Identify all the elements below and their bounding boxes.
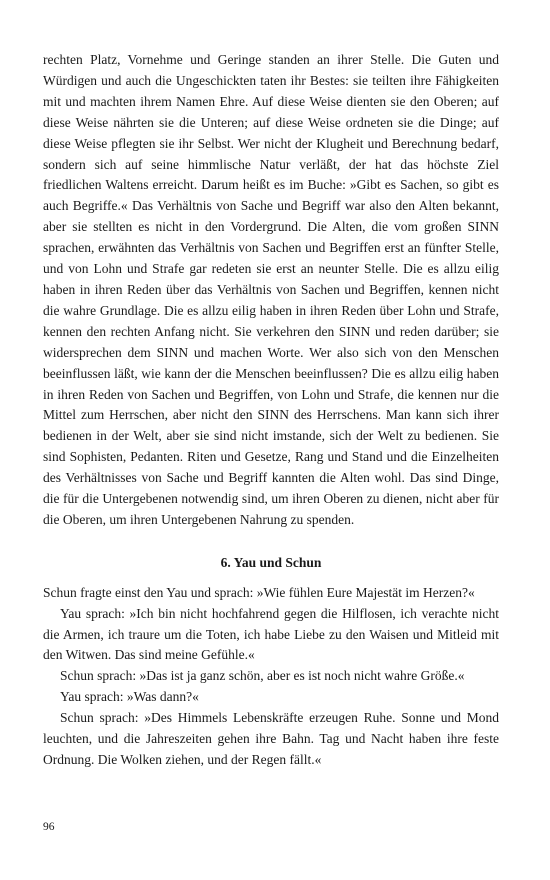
- spacer: [43, 574, 499, 583]
- opening-paragraph: rechten Platz, Vornehme und Geringe standen an ihrer Stelle. Die Guten und Würdigen und auch die Ungeschickten taten ihr Bestes: sie teilten ihre Fähigkeiten mit und machten ihrem Namen Ehre. Auf diese Weise dienten sie den Oberen; auf diese Weise nährten sie die Unteren; auf diese Weise ordneten sie die Dinge; auf diese Weise pflegten sie ihr Selbst. Wer nicht der Klugheit und Berechnung bedarf, sondern sich auf seine himmlische Natur verläßt, der hat das höchste Ziel friedlichen Waltens erreicht. Darum heißt es im Buche: »Gibt es Sachen, so gibt es auch Begriffe.« Das Verhältnis von Sache und Begriff war also den Alten bekannt, aber sie stellten es nicht in den Vordergrund. Die Alten, die vom großen SINN sprachen, erwähnten das Verhältnis von Sachen und Begriffen erst an fünfter Stelle, und von Lohn und Strafe gar redeten sie erst an neunter Stelle. Die es allzu eilig haben in ihren Reden über das Verhältnis von Sachen und Begriffen, kennen nicht die wahre Grundlage. Die es allzu eilig haben in ihren Reden über Lohn und Strafe, kennen den rechten Anfang nicht. Sie verkehren den SINN und reden darüber; sie widersprechen dem SINN und machen Worte. Wer also sich von den Menschen beeinflussen läßt, wie kann der die Menschen beeinflussen? Die es allzu eilig haben in ihren Reden von Sachen und Begriffen, von Lohn und Strafe, die kennen nur die Mittel zum Herrschen, aber nicht den SINN des Herrschens. Man kann sich ihrer bedienen in der Welt, aber sie sind nicht imstande, sich der Welt zu bedienen. Sie sind Sophisten, Pedanten. Riten und Gesetze, Rang und Stand und die Einzelheiten des Verhältnisses von Sache und Begriff kannten die Alten wohl. Das sind Dinge, die für die Untergebenen notwendig sind, um ihren Oberen zu dienen, nicht aber für die Oberen, um ihren Untergebenen Nahrung zu spenden.: [43, 52, 499, 527]
- dialogue-paragraph: Schun fragte einst den Yau und sprach: »Wie fühlen Eure Majestät im Herzen?«: [43, 584, 475, 600]
- spacer: [43, 531, 499, 553]
- page-number: 96: [43, 821, 55, 833]
- page-text-block: [43, 50, 499, 771]
- dialogue-paragraph: Yau sprach: »Ich bin nicht hochfahrend gegen die Hilflosen, ich verachte nicht die Armen, ich traure um die Toten, ich habe Liebe zu den Waisen und Mitleid mit den Witwen. Das sind meine Gefühle.«: [43, 605, 499, 663]
- dialogue-paragraph: Schun sprach: »Das ist ja ganz schön, aber es ist noch nicht wahre Größe.«: [60, 668, 465, 684]
- dialogue-paragraph: Yau sprach: »Was dann?«: [60, 689, 199, 705]
- dialogue-paragraph: Schun sprach: »Des Himmels Lebenskräfte erzeugen Ruhe. Sonne und Mond leuchten, und die Jahreszeiten gehen ihre Bahn. Tag und Nacht haben ihre feste Ordnung. Die Wolken ziehen, und der Regen fällt.«: [43, 710, 499, 767]
- section-heading: 6. Yau und Schun: [220, 554, 322, 570]
